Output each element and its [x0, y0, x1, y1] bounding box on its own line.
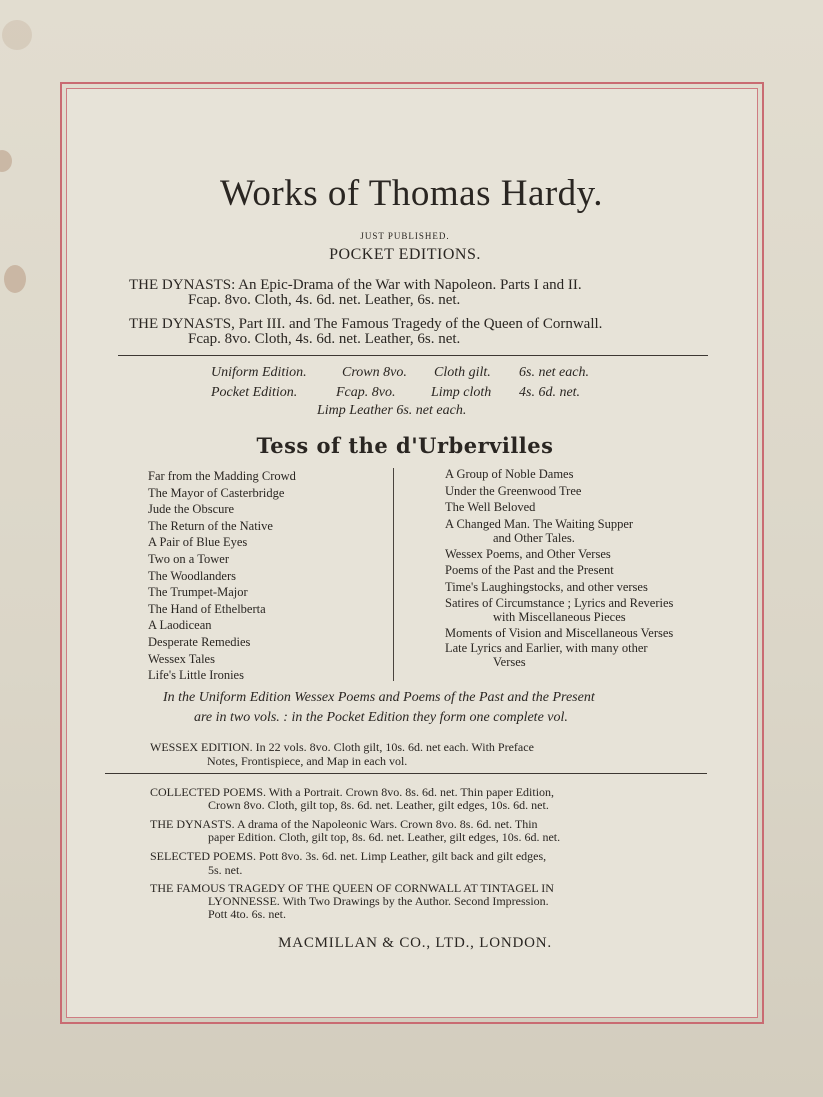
book-title: Desperate Remedies	[148, 634, 251, 649]
selected-poems-line-2: 5s. net.	[208, 863, 243, 877]
wessex-edition-line-2: Notes, Frontispiece, and Map in each vol.	[207, 754, 408, 768]
left-title-list	[148, 468, 296, 684]
book-title: The Hand of Ethelberta	[148, 601, 266, 616]
right-title-list	[445, 466, 673, 669]
edition-note-line-1: In the Uniform Edition Wessex Poems and Poems of the Past and the Present	[163, 690, 595, 705]
book-title: Time's Laughingstocks, and other verses	[445, 579, 648, 594]
selected-poems-line-1: SELECTED POEMS. Pott 8vo. 3s. 6d. net. Limp Leather, gilt back and gilt edges,	[150, 849, 547, 863]
foxing-stain	[2, 20, 32, 50]
foxing-stain	[4, 265, 26, 293]
dynasts-entry-2-price: Fcap. 8vo. Cloth, 4s. 6d. net. Leather, 6s. net.	[188, 331, 461, 347]
pocket-editions-heading: POCKET EDITIONS.	[329, 246, 481, 263]
uniform-edition-size: Crown 8vo.	[342, 365, 407, 380]
famous-tragedy-line-2: LYONNESSE. With Two Drawings by the Author. Second Impression.	[208, 894, 549, 908]
book-title: Life's Little Ironies	[148, 668, 244, 683]
wessex-edition-line-1: WESSEX EDITION. In 22 vols. 8vo. Cloth gilt, 10s. 6d. net each. With Preface	[150, 740, 534, 754]
book-title: Late Lyrics and Earlier, with many other	[445, 641, 648, 656]
tess-heading: Tess of the d'Urbervilles	[256, 433, 554, 458]
pocket-edition-size: Fcap. 8vo.	[336, 385, 396, 400]
dynasts-entry-1: THE DYNASTS: An Epic-Drama of the War with Napoleon. Parts I and II.	[129, 277, 582, 293]
book-title: A Laodicean	[148, 618, 212, 633]
dynasts-drama-line-1: THE DYNASTS. A drama of the Napoleonic Wars. Crown 8vo. 8s. 6d. net. Thin	[150, 817, 538, 831]
collected-poems-line-2: Crown 8vo. Cloth, gilt top, 8s. 6d. net. Leather, gilt edges, 10s. 6d. net.	[208, 798, 549, 812]
book-title: Jude the Obscure	[148, 502, 235, 517]
pocket-edition-label: Pocket Edition.	[211, 385, 298, 400]
book-title: The Woodlanders	[148, 568, 236, 583]
uniform-edition-binding: Cloth gilt.	[434, 365, 491, 380]
divider-rule	[118, 355, 708, 356]
book-title: Wessex Tales	[148, 651, 215, 666]
book-title: A Group of Noble Dames	[445, 467, 574, 481]
dynasts-entry-2: THE DYNASTS, Part III. and The Famous Tragedy of the Queen of Cornwall.	[129, 316, 603, 332]
book-title-continued: with Miscellaneous Pieces	[493, 609, 626, 624]
book-title: The Mayor of Casterbridge	[148, 485, 285, 500]
dynasts-entry-1-price: Fcap. 8vo. Cloth, 4s. 6d. net. Leather, 6s. net.	[188, 292, 461, 308]
book-title: A Changed Man. The Waiting Supper	[445, 516, 634, 531]
book-title: Two on a Tower	[148, 551, 229, 566]
book-title: Wessex Poems, and Other Verses	[445, 546, 611, 561]
limp-leather-line: Limp Leather 6s. net each.	[317, 403, 467, 418]
famous-tragedy-line-1: THE FAMOUS TRAGEDY OF THE QUEEN OF CORNWALL AT TINTAGEL IN	[150, 881, 554, 895]
book-title: The Well Beloved	[445, 500, 536, 515]
edition-note-line-2: are in two vols. : in the Pocket Edition they form one complete vol.	[194, 710, 568, 725]
page-title: Works of Thomas Hardy.	[219, 173, 604, 214]
pocket-edition-price: 4s. 6d. net.	[519, 385, 581, 400]
collected-poems-line-1: COLLECTED POEMS. With a Portrait. Crown 8vo. 8s. 6d. net. Thin paper Edition,	[150, 785, 555, 799]
famous-tragedy-line-3: Pott 4to. 6s. net.	[208, 907, 287, 921]
book-title: Satires of Circumstance ; Lyrics and Reveries	[445, 595, 674, 610]
publisher-imprint: MACMILLAN & CO., LTD., LONDON.	[278, 935, 552, 951]
book-title: Far from the Madding Crowd	[148, 469, 296, 483]
book-title: A Pair of Blue Eyes	[148, 535, 248, 550]
book-title: Under the Greenwood Tree	[445, 483, 582, 498]
column-divider	[393, 468, 394, 681]
just-published-label: JUST PUBLISHED.	[360, 231, 450, 241]
pocket-edition-binding: Limp cloth	[431, 385, 492, 400]
uniform-edition-label: Uniform Edition.	[211, 365, 307, 380]
book-title: The Trumpet-Major	[148, 585, 248, 600]
book-title-continued: and Other Tales.	[493, 530, 575, 545]
book-title: Poems of the Past and the Present	[445, 563, 614, 578]
book-title: Moments of Vision and Miscellaneous Verses	[445, 625, 674, 640]
book-title-continued: Verses	[493, 655, 526, 670]
divider-rule	[105, 773, 707, 774]
uniform-edition-price: 6s. net each.	[519, 365, 589, 380]
book-title: The Return of the Native	[148, 518, 273, 533]
dynasts-drama-line-2: paper Edition. Cloth, gilt top, 8s. 6d. net. Leather, gilt edges, 10s. 6d. net.	[208, 830, 561, 844]
